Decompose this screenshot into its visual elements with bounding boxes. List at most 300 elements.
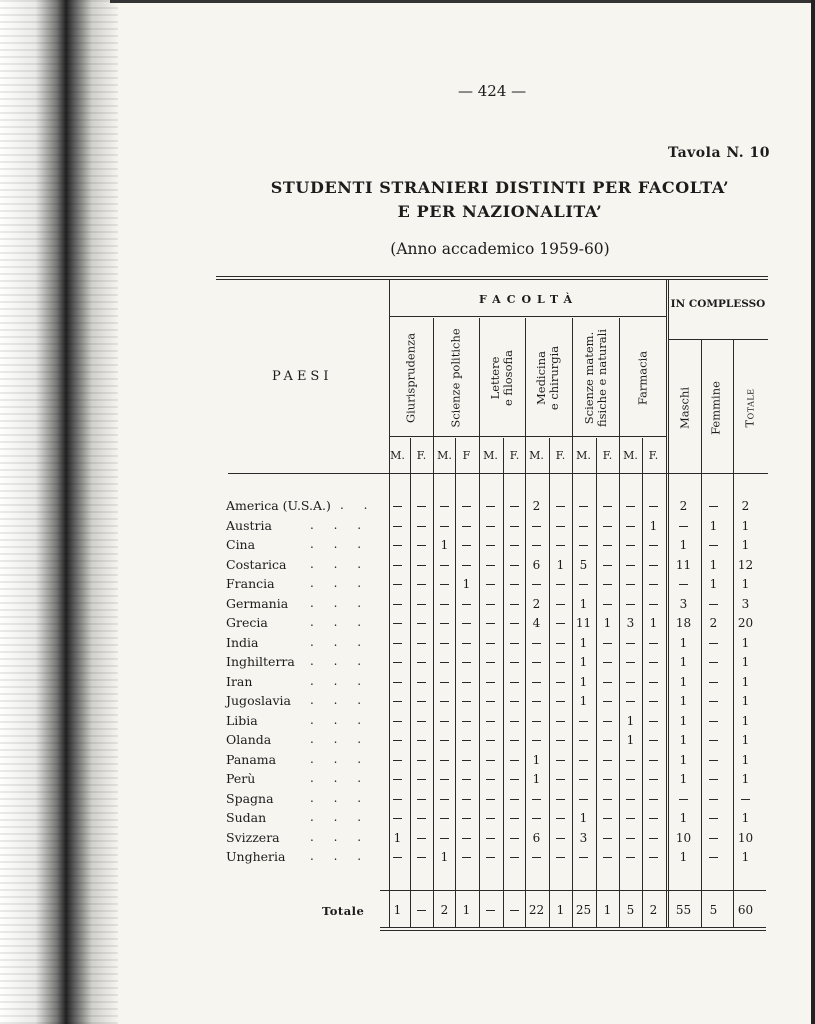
table-cell: 1 [741, 850, 750, 864]
table-cell [619, 576, 642, 592]
dash-mark [486, 565, 495, 566]
table-cell: 2 [532, 499, 541, 513]
table-cell [572, 713, 595, 729]
table-cell [596, 576, 619, 592]
dash-mark [626, 760, 635, 761]
dash-mark [626, 565, 635, 566]
dash-mark [626, 584, 635, 585]
totale-row-label: Totale [322, 904, 365, 918]
table-cell [433, 615, 456, 631]
table-cell [503, 752, 526, 768]
table-cell [619, 810, 642, 826]
total-cell: 25 [575, 903, 592, 917]
table-cell: 11 [575, 616, 592, 630]
column-rule [668, 280, 669, 928]
table-cell: 10 [675, 830, 692, 845]
table-cell [549, 732, 572, 748]
table-cell [672, 518, 695, 534]
dash-mark [603, 545, 612, 546]
dash-mark [532, 526, 541, 527]
table-cell [549, 498, 572, 514]
dash-mark [603, 721, 612, 722]
dash-mark [649, 838, 658, 839]
table-cell [455, 518, 478, 534]
dash-mark [679, 584, 688, 585]
table-cell [619, 498, 642, 514]
table-cell: 3 [626, 616, 635, 630]
table-cell [549, 752, 572, 768]
table-cell [433, 635, 456, 651]
table-cell: 1 [679, 772, 688, 786]
table-cell: 1 [579, 811, 588, 825]
table-cell [455, 810, 478, 826]
table-top-rule [216, 279, 768, 280]
table-cell: 1 [626, 733, 635, 747]
dash-mark [510, 799, 519, 800]
table-cell: 1 [626, 713, 635, 728]
dash-mark [510, 545, 519, 546]
dash-mark [462, 623, 471, 624]
table-cell [386, 810, 409, 826]
sex-column-label: F [462, 449, 471, 462]
table-cell [410, 849, 433, 865]
dash-mark [649, 604, 658, 605]
table-cell: 1 [679, 655, 688, 669]
dash-mark [626, 604, 635, 605]
table-cell [503, 537, 526, 553]
dash-mark [579, 721, 588, 722]
dash-mark [626, 818, 635, 819]
table-cell [572, 576, 595, 592]
country-name: America (U.S.A.) [226, 498, 331, 513]
dash-mark [393, 643, 402, 644]
dash-mark [626, 682, 635, 683]
table-cell [619, 849, 642, 865]
table-cell [642, 576, 665, 592]
dash-mark [626, 662, 635, 663]
table-cell [386, 693, 409, 709]
dash-mark [603, 818, 612, 819]
table-cell: 6 [532, 830, 541, 845]
table-cell [455, 537, 478, 553]
table-cell: 2 [679, 499, 688, 513]
table-cell [479, 713, 502, 729]
dash-mark [440, 662, 449, 663]
table-number: Tavola N. 10 [668, 145, 771, 161]
academic-year-subtitle: (Anno accademico 1959-60) [390, 240, 610, 258]
country-name: Jugoslavia [226, 693, 291, 708]
table-cell [503, 674, 526, 690]
table-cell: 1 [709, 557, 718, 572]
table-cell [433, 752, 456, 768]
table-cell [619, 674, 642, 690]
table-cell [455, 713, 478, 729]
total-cell [503, 902, 526, 918]
leader-dots: . . . [310, 693, 370, 707]
table-cell [433, 771, 456, 787]
faculty-header: Medicina e chirurgia [534, 345, 561, 411]
table-cell [619, 557, 642, 573]
dash-mark [486, 526, 495, 527]
table-cell [479, 732, 502, 748]
dash-mark [649, 799, 658, 800]
dash-mark [393, 740, 402, 741]
dash-mark [556, 818, 565, 819]
dash-mark [556, 760, 565, 761]
table-cell: 1 [679, 713, 688, 728]
dash-mark [440, 740, 449, 741]
table-cell [702, 732, 725, 748]
table-cell [619, 752, 642, 768]
table-cell [503, 791, 526, 807]
table-cell [479, 849, 502, 865]
table-cell [410, 537, 433, 553]
dash-mark [556, 604, 565, 605]
dash-mark [532, 682, 541, 683]
table-cell [386, 732, 409, 748]
table-cell [619, 791, 642, 807]
leader-dots: . . . [310, 810, 370, 824]
table-cell [642, 732, 665, 748]
page-number: — 424 — [458, 82, 527, 100]
dash-mark [510, 857, 519, 858]
dash-mark [486, 740, 495, 741]
table-cell: 1 [579, 694, 588, 708]
table-cell [503, 557, 526, 573]
dash-mark [440, 565, 449, 566]
table-cell: 3 [579, 830, 588, 845]
dash-mark [462, 545, 471, 546]
table-cell [642, 596, 665, 612]
table-cell: 1 [579, 674, 588, 689]
table-cell: 12 [737, 557, 754, 572]
table-cell [433, 576, 456, 592]
dash-mark [440, 721, 449, 722]
sex-column-label: F. [648, 449, 659, 462]
dash-mark [393, 662, 402, 663]
table-cell [702, 771, 725, 787]
table-cell: 1 [741, 811, 750, 825]
table-cell [479, 576, 502, 592]
dash-mark [417, 584, 426, 585]
dash-mark [709, 721, 718, 722]
table-cell [410, 830, 433, 846]
table-cell [525, 849, 548, 865]
subheader-rule [390, 436, 666, 437]
dash-mark [510, 701, 519, 702]
book-binding-edge [0, 0, 118, 1024]
table-cell: 1 [741, 752, 750, 767]
country-name: Libia [226, 712, 258, 728]
table-cell [525, 693, 548, 709]
table-cell [642, 752, 665, 768]
table-cell [410, 771, 433, 787]
table-cell [702, 810, 725, 826]
dash-mark [393, 545, 402, 546]
table-cell: 20 [737, 616, 754, 630]
table-cell: 1 [440, 850, 449, 864]
dash-mark [486, 799, 495, 800]
dash-mark [417, 910, 426, 911]
dash-mark [393, 818, 402, 819]
dash-mark [532, 662, 541, 663]
dash-mark [679, 799, 688, 800]
table-cell [503, 771, 526, 787]
table-cell [572, 518, 595, 534]
country-name: Perù [226, 771, 256, 786]
dash-mark [417, 838, 426, 839]
table-cell [525, 576, 548, 592]
dash-mark [510, 721, 519, 722]
total-cell: 1 [462, 903, 471, 917]
dash-mark [556, 721, 565, 722]
sex-column-label: F. [416, 449, 427, 462]
table-cell: 1 [679, 811, 688, 825]
dash-mark [709, 760, 718, 761]
table-top-rule [216, 276, 768, 277]
table-cell [702, 849, 725, 865]
table-cell [596, 849, 619, 865]
dash-mark [393, 779, 402, 780]
table-cell [433, 596, 456, 612]
dash-mark [440, 799, 449, 800]
dash-mark [709, 506, 718, 507]
dash-mark [556, 701, 565, 702]
faculty-header: Lettere e filosofia [488, 349, 515, 407]
sex-column-label: M. [576, 449, 591, 462]
table-cell [479, 498, 502, 514]
table-cell [619, 771, 642, 787]
table-cell [525, 732, 548, 748]
table-cell: 10 [737, 830, 754, 845]
table-cell [549, 615, 572, 631]
table-cell [455, 596, 478, 612]
paesi-header: PAESI [272, 369, 333, 384]
dash-mark [486, 623, 495, 624]
table-cell: 1 [741, 577, 750, 591]
table-cell: 1 [741, 674, 750, 689]
table-cell [433, 791, 456, 807]
complesso-header: Femmine [708, 381, 723, 435]
table-cell [596, 635, 619, 651]
table-cell [386, 498, 409, 514]
table-cell [386, 654, 409, 670]
dash-mark [417, 818, 426, 819]
table-cell [479, 674, 502, 690]
leader-dots: . . [340, 498, 376, 512]
table-cell [386, 537, 409, 553]
table-cell [386, 518, 409, 534]
table-cell [702, 596, 725, 612]
table-cell [503, 810, 526, 826]
table-cell: 1 [679, 733, 688, 747]
table-cell: 1 [579, 635, 588, 650]
dash-mark [649, 584, 658, 585]
table-cell [642, 849, 665, 865]
table-cell [410, 713, 433, 729]
table-cell [572, 752, 595, 768]
dash-mark [709, 545, 718, 546]
table-cell [455, 615, 478, 631]
dash-mark [393, 604, 402, 605]
dash-mark [649, 682, 658, 683]
dash-mark [440, 701, 449, 702]
dash-mark [393, 526, 402, 527]
table-cell: 1 [741, 694, 750, 708]
dash-mark [462, 526, 471, 527]
table-cell [702, 654, 725, 670]
table-cell [479, 752, 502, 768]
dash-mark [510, 526, 519, 527]
table-cell: 1 [679, 635, 688, 650]
dash-mark [417, 545, 426, 546]
table-cell: 3 [679, 596, 688, 611]
dash-mark [486, 857, 495, 858]
dash-mark [603, 643, 612, 644]
dash-mark [510, 818, 519, 819]
dash-mark [649, 565, 658, 566]
table-cell [479, 830, 502, 846]
table-cell [455, 830, 478, 846]
dash-mark [417, 799, 426, 800]
table-cell: 1 [679, 850, 688, 864]
dash-mark [417, 643, 426, 644]
table-cell [410, 518, 433, 534]
sex-column-label: F. [602, 449, 613, 462]
table-cell [596, 693, 619, 709]
leader-dots: . . . [310, 751, 370, 766]
table-cell [572, 732, 595, 748]
dash-mark [649, 818, 658, 819]
dash-mark [532, 584, 541, 585]
table-cell: 4 [532, 616, 541, 630]
dash-mark [486, 701, 495, 702]
dash-mark [440, 643, 449, 644]
table-cell [549, 674, 572, 690]
dash-mark [510, 584, 519, 585]
table-cell [455, 849, 478, 865]
table-cell [642, 791, 665, 807]
dash-mark [462, 818, 471, 819]
dash-mark [486, 721, 495, 722]
dash-mark [603, 506, 612, 507]
dash-mark [462, 740, 471, 741]
leader-dots: . . . [310, 654, 370, 668]
dash-mark [486, 506, 495, 507]
table-cell [525, 635, 548, 651]
table-cell [642, 557, 665, 573]
table-cell [479, 537, 502, 553]
dash-mark [649, 701, 658, 702]
dash-mark [510, 604, 519, 605]
table-cell [455, 791, 478, 807]
table-cell [479, 635, 502, 651]
table-cell [549, 518, 572, 534]
leader-dots: . . . [310, 790, 370, 805]
dash-mark [741, 799, 750, 800]
table-cell: 2 [532, 596, 541, 611]
table-cell [455, 752, 478, 768]
table-cell [386, 713, 409, 729]
dash-mark [626, 506, 635, 507]
dash-mark [556, 545, 565, 546]
dash-mark [626, 643, 635, 644]
table-cell [572, 498, 595, 514]
dash-mark [626, 838, 635, 839]
table-cell [503, 732, 526, 748]
facolta-header: FACOLTÀ [479, 293, 578, 306]
table-cell [596, 518, 619, 534]
table-cell [642, 810, 665, 826]
dash-mark [417, 857, 426, 858]
dash-mark [532, 545, 541, 546]
dash-mark [709, 838, 718, 839]
dash-mark [417, 760, 426, 761]
table-cell [702, 635, 725, 651]
dash-mark [462, 857, 471, 858]
dash-mark [603, 779, 612, 780]
table-cell [619, 537, 642, 553]
table-cell: 1 [741, 772, 750, 786]
dash-mark [603, 682, 612, 683]
dash-mark [462, 838, 471, 839]
table-cell [619, 830, 642, 846]
table-cell: 1 [679, 752, 688, 767]
table-cell [549, 654, 572, 670]
dash-mark [440, 760, 449, 761]
dash-mark [417, 740, 426, 741]
dash-mark [393, 701, 402, 702]
dash-mark [679, 526, 688, 527]
table-cell [642, 635, 665, 651]
table-cell [503, 596, 526, 612]
table-cell: 6 [532, 557, 541, 572]
table-cell [549, 771, 572, 787]
table-cell: 18 [675, 616, 692, 630]
table-cell [386, 674, 409, 690]
table-cell [572, 791, 595, 807]
total-cell [410, 902, 433, 918]
dash-mark [626, 701, 635, 702]
table-cell: 1 [679, 674, 688, 689]
table-cell [596, 713, 619, 729]
table-cell [410, 596, 433, 612]
country-name: Costarica [226, 556, 287, 572]
table-cell [525, 537, 548, 553]
table-cell [702, 791, 725, 807]
sex-column-label: M. [483, 449, 498, 462]
table-cell [386, 576, 409, 592]
table-cell [672, 791, 695, 807]
table-cell [549, 693, 572, 709]
table-cell: 1 [741, 713, 750, 728]
table-cell [702, 537, 725, 553]
dash-mark [603, 857, 612, 858]
table-cell [596, 557, 619, 573]
dash-mark [462, 682, 471, 683]
table-cell [433, 713, 456, 729]
country-name: Cina [226, 537, 256, 552]
leader-dots: . . . [310, 732, 370, 746]
dash-mark [709, 643, 718, 644]
dash-mark [393, 565, 402, 566]
table-cell [433, 498, 456, 514]
dash-mark [626, 857, 635, 858]
table-cell: 1 [709, 577, 718, 591]
dash-mark [579, 740, 588, 741]
country-name: Panama [226, 751, 277, 767]
table-cell [455, 771, 478, 787]
